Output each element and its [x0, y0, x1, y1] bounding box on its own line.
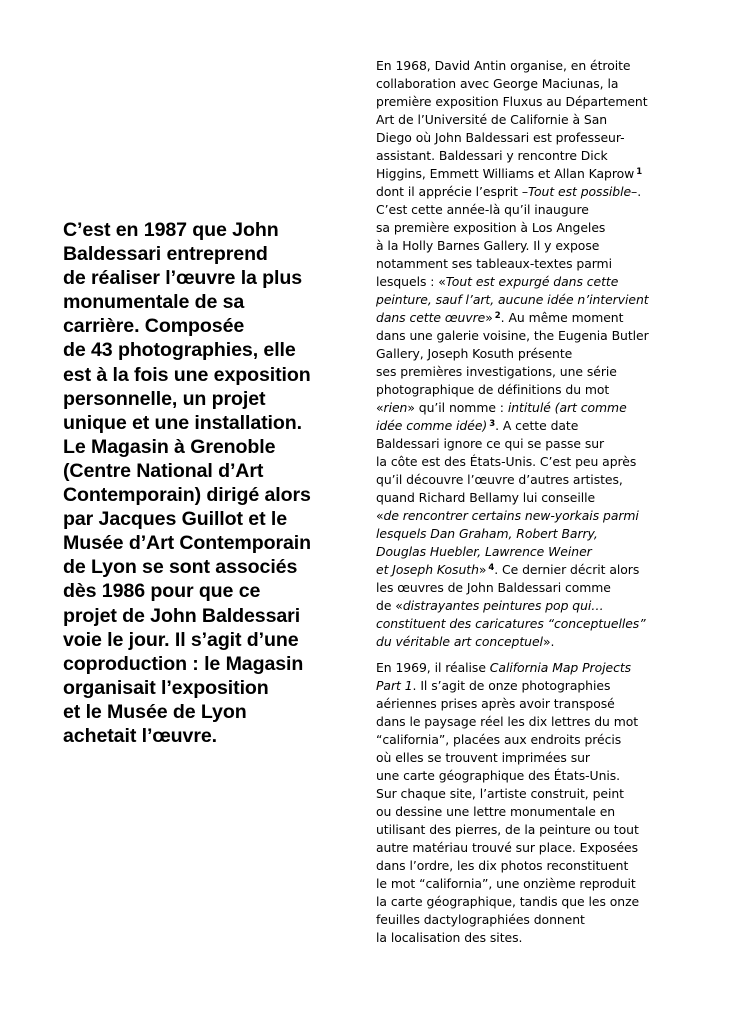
lead-line: monumentale de sa — [63, 291, 245, 314]
body-line — [376, 291, 676, 309]
body-line — [376, 507, 676, 525]
text-run: . Au même moment — [500, 310, 624, 325]
text-run: photographique de définitions du mot — [376, 382, 610, 397]
body-line — [376, 857, 676, 875]
lead-line: est à la fois une exposition — [63, 363, 311, 386]
lead-line: par Jacques Guillot et le — [63, 508, 287, 531]
text-run: En 1969, il réalise — [376, 660, 490, 675]
text-run: “california”, placées aux endroits précis — [376, 732, 622, 747]
lead-line: organisait l’exposition — [63, 676, 269, 699]
text-run: la côte est des États-Unis. C’est peu après — [376, 454, 637, 469]
italic-run: Part 1 — [376, 678, 413, 693]
body-line — [376, 345, 676, 363]
body-line — [376, 111, 676, 129]
text-run: dans l’ordre, les dix photos reconstituent — [376, 858, 629, 873]
italic-run: peinture, sauf l’art, aucune idée n’intervient — [376, 292, 649, 307]
text-run: « — [376, 400, 384, 415]
text-run: sa première exposition à Los Angeles — [376, 220, 606, 235]
body-line — [376, 713, 676, 731]
body-line — [376, 803, 676, 821]
italic-run: constituent des caricatures “conceptuelles” — [376, 616, 646, 631]
italic-run: idée comme idée) — [376, 418, 488, 433]
body-line — [376, 147, 676, 165]
text-run: le mot “california”, une onzième reproduit — [376, 876, 636, 891]
text-run: les œuvres de John Baldessari comme — [376, 580, 611, 595]
body-line — [376, 893, 676, 911]
body-line — [376, 489, 676, 507]
lead-line: Contemporain) dirigé alors — [63, 484, 311, 507]
lead-line: coproduction : le Magasin — [63, 652, 304, 675]
italic-run: lesquels Dan Graham, Robert Barry, — [376, 526, 598, 541]
body-line — [376, 767, 676, 785]
body-line — [376, 597, 676, 615]
text-run: autre matériau trouvé sur place. Exposées — [376, 840, 639, 855]
body-line — [376, 695, 676, 713]
body-line — [376, 183, 676, 201]
italic-run: et Joseph Kosuth — [376, 562, 479, 577]
body-column — [376, 57, 676, 947]
body-paragraph-1969 — [376, 659, 676, 947]
body-line — [376, 201, 676, 219]
body-line — [376, 579, 676, 597]
text-run: à la Holly Barnes Gallery. Il y expose — [376, 238, 600, 253]
text-run: quand Richard Bellamy lui conseille — [376, 490, 596, 505]
text-run: dans une galerie voisine, the Eugenia Butler — [376, 328, 649, 343]
body-line — [376, 453, 676, 471]
body-line — [376, 309, 676, 327]
text-run: » — [478, 562, 487, 577]
text-run: assistant. Baldessari y rencontre Dick — [376, 148, 608, 163]
lead-line: de Lyon se sont associés — [63, 556, 298, 579]
body-line — [376, 911, 676, 929]
text-run: Sur chaque site, l’artiste construit, peint — [376, 786, 624, 801]
body-line — [376, 615, 676, 633]
italic-run: Tout est expurgé dans cette — [445, 274, 619, 289]
text-run: Gallery, Joseph Kosuth présente — [376, 346, 573, 361]
body-line — [376, 543, 676, 561]
text-run: notamment ses tableaux-textes parmi — [376, 256, 612, 271]
lead-line: de réaliser l’œuvre la plus — [63, 267, 303, 290]
text-run: collaboration avec George Maciunas, la — [376, 76, 619, 91]
text-run: Higgins, Emmett Williams et Allan Kaprow — [376, 166, 635, 181]
italic-run: dans cette œuvre — [376, 310, 486, 325]
text-run: C’est cette année-là qu’il inaugure — [376, 202, 589, 217]
text-run: –. — [631, 184, 642, 199]
body-line — [376, 327, 676, 345]
text-run: » — [485, 310, 493, 325]
italic-run: de rencontrer certains new-yorkais parmi — [383, 508, 639, 523]
lead-line: Baldessari entreprend — [63, 243, 268, 266]
footnote-ref: 3 — [489, 419, 496, 429]
text-run: première exposition Fluxus au Département — [376, 94, 648, 109]
body-line — [376, 93, 676, 111]
italic-run: du véritable art conceptuel — [376, 634, 543, 649]
body-line — [376, 731, 676, 749]
text-run: ». — [542, 634, 555, 649]
italic-run: rien — [383, 400, 408, 415]
body-line — [376, 839, 676, 857]
text-run: utilisant des pierres, de la peinture ou tout — [376, 822, 639, 837]
lead-line: achetait l’œuvre. — [63, 724, 218, 747]
lead-line: Le Magasin à Grenoble — [63, 435, 276, 458]
body-line — [376, 471, 676, 489]
body-line — [376, 633, 676, 651]
body-line — [376, 821, 676, 839]
body-line — [376, 255, 676, 273]
lead-line: personnelle, un projet — [63, 387, 266, 410]
text-run: où elles se trouvent imprimées sur — [376, 750, 590, 765]
lead-line: dès 1986 pour que ce — [63, 580, 261, 603]
text-run: « — [376, 508, 384, 523]
body-line — [376, 381, 676, 399]
lead-line: Musée d’Art Contemporain — [63, 532, 311, 555]
text-run: En 1968, David Antin organise, en étroite — [376, 58, 631, 73]
body-line — [376, 561, 676, 579]
text-run: feuilles dactylographiées donnent — [376, 912, 585, 927]
body-line — [376, 129, 676, 147]
body-line — [376, 75, 676, 93]
text-run: Diego où John Baldessari est professeur- — [376, 130, 625, 145]
italic-run: distrayantes peintures pop qui… — [402, 598, 604, 613]
lead-line: et le Musée de Lyon — [63, 700, 247, 723]
italic-run: California Map Projects — [489, 660, 632, 675]
text-run: dont il apprécie l’esprit – — [376, 184, 529, 199]
lead-line: C’est en 1987 que John — [63, 219, 279, 241]
lead-line: (Centre National d’Art — [63, 459, 264, 482]
footnote-ref: 4 — [488, 563, 495, 573]
body-line — [376, 417, 676, 435]
body-line — [376, 785, 676, 803]
text-run: dans le paysage réel les dix lettres du mot — [376, 714, 639, 729]
italic-run: Douglas Huebler, Lawrence Weiner — [376, 544, 592, 559]
text-run: la carte géographique, tandis que les onze — [376, 894, 640, 909]
body-line — [376, 749, 676, 767]
body-line — [376, 363, 676, 381]
italic-run: intitulé (art comme — [507, 400, 627, 415]
body-line — [376, 435, 676, 453]
body-line — [376, 929, 676, 947]
text-run: . Ce dernier décrit alors — [494, 562, 640, 577]
lead-paragraph — [63, 218, 353, 748]
text-run: lesquels : « — [376, 274, 446, 289]
footnote-ref: 1 — [636, 167, 643, 177]
lead-line: unique et une installation. — [63, 411, 302, 434]
text-run: la localisation des sites. — [376, 930, 523, 945]
footnote-ref: 2 — [494, 311, 501, 321]
text-run: . Il s’agit de onze photographies — [412, 678, 611, 693]
body-line — [376, 237, 676, 255]
text-run: qu’il découvre l’œuvre d’autres artistes, — [376, 472, 623, 487]
body-paragraph-1968 — [376, 57, 676, 651]
text-run: » qu’il nomme : — [407, 400, 508, 415]
body-line — [376, 875, 676, 893]
lead-line: voie le jour. Il s’agit d’une — [63, 628, 299, 651]
text-run: . A cette date — [495, 418, 579, 433]
lead-line: de 43 photographies, elle — [63, 339, 296, 362]
body-line — [376, 399, 676, 417]
text-run: aériennes prises après avoir transposé — [376, 696, 615, 711]
body-line — [376, 57, 676, 75]
text-run: Baldessari ignore ce qui se passe sur — [376, 436, 605, 451]
body-line — [376, 677, 676, 695]
text-run: Art de l’Université de Californie à San — [376, 112, 608, 127]
body-line — [376, 165, 676, 183]
body-line — [376, 525, 676, 543]
body-line — [376, 659, 676, 677]
body-line — [376, 273, 676, 291]
lead-line: carrière. Composée — [63, 315, 245, 338]
text-run: de « — [376, 598, 403, 613]
text-run: ou dessine une lettre monumentale en — [376, 804, 616, 819]
italic-run: Tout est possible — [528, 184, 632, 199]
text-run: une carte géographique des États-Unis. — [376, 768, 621, 783]
body-line — [376, 219, 676, 237]
text-run: ses premières investigations, une série — [376, 364, 617, 379]
lead-line: projet de John Baldessari — [63, 604, 301, 627]
